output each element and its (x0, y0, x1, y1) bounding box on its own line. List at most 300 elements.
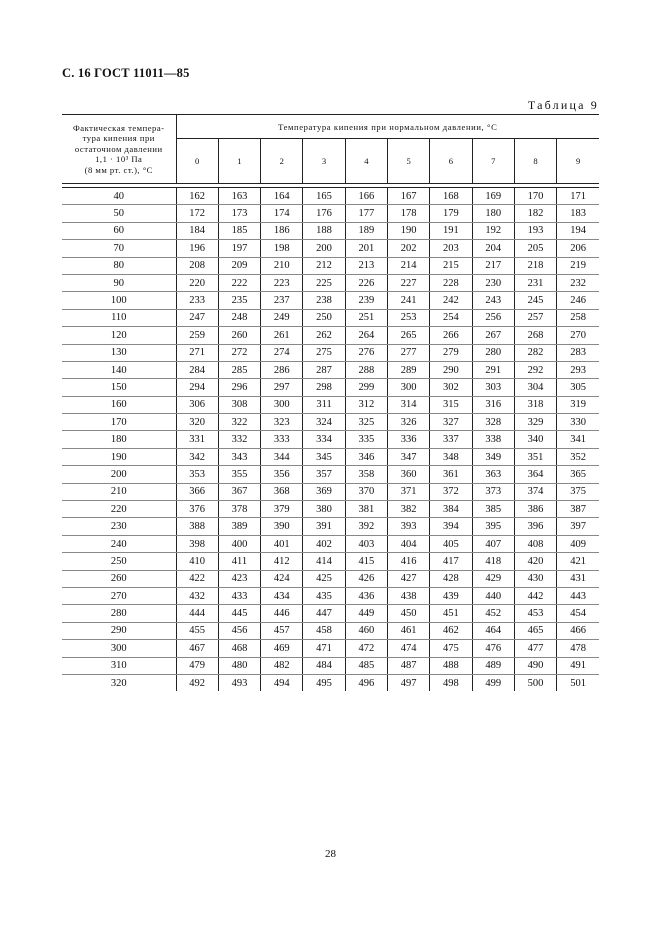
first-column-header-line: тура кипения при (82, 133, 155, 144)
table-cell: 426 (345, 570, 387, 587)
table-cell: 177 (345, 205, 387, 222)
table-cell: 370 (345, 483, 387, 500)
table-cell: 184 (176, 222, 218, 239)
table-cell: 329 (514, 414, 556, 431)
table-cell: 495 (303, 674, 345, 691)
table-cell: 344 (261, 448, 303, 465)
row-header-temperature: 40 (62, 188, 176, 205)
table-cell: 254 (430, 309, 472, 326)
table-cell: 410 (176, 553, 218, 570)
table-cell: 340 (514, 431, 556, 448)
table-cell: 461 (387, 622, 429, 639)
table-cell: 299 (345, 379, 387, 396)
column-header: 6 (430, 139, 472, 184)
table-cell: 323 (261, 414, 303, 431)
table-cell: 218 (514, 257, 556, 274)
table-cell: 228 (430, 274, 472, 291)
table-cell: 315 (430, 396, 472, 413)
table-row (62, 274, 599, 291)
table-cell: 497 (387, 674, 429, 691)
table-cell: 185 (218, 222, 260, 239)
table-cell: 223 (261, 274, 303, 291)
table-cell: 182 (514, 205, 556, 222)
table-cell: 238 (303, 292, 345, 309)
table-cell: 458 (303, 622, 345, 639)
table-cell: 443 (557, 587, 599, 604)
table-cell: 206 (557, 240, 599, 257)
table-cell: 331 (176, 431, 218, 448)
table-cell: 501 (570, 677, 586, 689)
table-cell: 300 (387, 379, 429, 396)
row-header-temperature: 110 (62, 309, 176, 326)
table-cell: 242 (430, 292, 472, 309)
row-header-temperature: 310 (62, 657, 176, 674)
table-cell: 312 (345, 396, 387, 413)
page-number: 28 (325, 848, 336, 860)
table-cell: 471 (303, 640, 345, 657)
table-cell: 196 (176, 240, 218, 257)
table-cell: 424 (261, 570, 303, 587)
table-cell: 452 (472, 605, 514, 622)
table-caption: Таблица 9 (527, 98, 599, 112)
table-cell: 250 (303, 309, 345, 326)
table-cell: 449 (345, 605, 387, 622)
table-cell: 275 (303, 344, 345, 361)
table-cell: 367 (218, 483, 260, 500)
table-cell: 465 (514, 622, 556, 639)
table-cell: 445 (218, 605, 260, 622)
table-cell: 447 (303, 605, 345, 622)
table-row (62, 570, 599, 587)
table-row (62, 188, 599, 205)
table-cell: 237 (261, 292, 303, 309)
table-body (62, 184, 599, 692)
row-header-temperature: 70 (62, 240, 176, 257)
table-cell: 164 (261, 188, 303, 205)
table-cell: 289 (387, 361, 429, 378)
table-cell: 408 (514, 535, 556, 552)
table-cell: 261 (261, 327, 303, 344)
table-cell: 431 (557, 570, 599, 587)
row-header-temperature: 290 (62, 622, 176, 639)
table-cell: 429 (472, 570, 514, 587)
table-cell: 288 (345, 361, 387, 378)
table-cell: 439 (430, 587, 472, 604)
table-cell: 337 (430, 431, 472, 448)
table-cell: 304 (514, 379, 556, 396)
normal-pressure-span-header: Температура кипения при нормальном давлении, °С (176, 115, 599, 139)
table-cell: 324 (303, 414, 345, 431)
table-cell: 420 (514, 553, 556, 570)
first-column-header-line: (8 мм рт. ст.), °С (84, 164, 153, 175)
table-cell: 372 (430, 483, 472, 500)
table-cell: 257 (514, 309, 556, 326)
table-row (62, 640, 599, 657)
table-cell: 374 (514, 483, 556, 500)
table-cell: 220 (176, 274, 218, 291)
table-cell: 393 (387, 518, 429, 535)
table-cell: 446 (261, 605, 303, 622)
table-cell: 205 (514, 240, 556, 257)
table-cell: 456 (218, 622, 260, 639)
table-cell: 191 (430, 222, 472, 239)
table-cell: 162 (176, 188, 218, 205)
table-cell: 190 (387, 222, 429, 239)
table-cell: 341 (557, 431, 599, 448)
table-row (62, 414, 599, 431)
table-row (62, 501, 599, 518)
table-cell: 179 (430, 205, 472, 222)
row-header-temperature: 320 (62, 674, 176, 691)
table-cell: 243 (472, 292, 514, 309)
row-header-temperature: 300 (62, 640, 176, 657)
table-cell: 274 (261, 344, 303, 361)
table-row (62, 518, 599, 535)
table-cell: 391 (303, 518, 345, 535)
table-cell: 264 (345, 327, 387, 344)
table-cell: 314 (387, 396, 429, 413)
table-cell: 303 (472, 379, 514, 396)
table-cell: 270 (557, 327, 599, 344)
column-header: 9 (575, 156, 581, 167)
first-column-header (62, 115, 176, 184)
table-cell: 469 (261, 640, 303, 657)
table-row (62, 466, 599, 483)
table-cell: 327 (430, 414, 472, 431)
table-cell: 421 (557, 553, 599, 570)
table-row (62, 327, 599, 344)
table-cell: 357 (303, 466, 345, 483)
table-cell: 232 (557, 274, 599, 291)
row-header-temperature: 220 (62, 501, 176, 518)
table-cell: 192 (472, 222, 514, 239)
table-cell: 450 (387, 605, 429, 622)
table-cell: 194 (557, 222, 599, 239)
table-row (62, 431, 599, 448)
table-cell: 346 (345, 448, 387, 465)
table-cell: 468 (218, 640, 260, 657)
table-cell: 438 (387, 587, 429, 604)
table-cell: 233 (176, 292, 218, 309)
table-cell: 276 (345, 344, 387, 361)
column-header: 1 (218, 139, 260, 184)
table-cell: 453 (514, 605, 556, 622)
table-cell: 271 (176, 344, 218, 361)
row-header-temperature: 180 (62, 431, 176, 448)
table-cell: 267 (472, 327, 514, 344)
table-row (62, 292, 599, 309)
table-cell: 279 (430, 344, 472, 361)
table-cell: 378 (218, 501, 260, 518)
table-cell: 338 (472, 431, 514, 448)
table-cell: 163 (218, 188, 260, 205)
row-header-temperature: 150 (62, 379, 176, 396)
table-cell: 180 (472, 205, 514, 222)
table-cell: 379 (261, 501, 303, 518)
table-cell: 384 (430, 501, 472, 518)
table-cell: 173 (218, 205, 260, 222)
table-cell: 351 (514, 448, 556, 465)
table-cell: 200 (303, 240, 345, 257)
table-cell: 230 (472, 274, 514, 291)
table-cell: 435 (303, 587, 345, 604)
table-cell: 355 (218, 466, 260, 483)
row-header-temperature: 230 (62, 518, 176, 535)
row-header-temperature: 250 (62, 553, 176, 570)
table-cell: 396 (514, 518, 556, 535)
table-cell: 464 (472, 622, 514, 639)
column-header: 2 (261, 139, 303, 184)
table-cell: 212 (303, 257, 345, 274)
table-cell: 411 (218, 553, 260, 570)
table-cell: 371 (387, 483, 429, 500)
table-cell: 213 (345, 257, 387, 274)
table-cell: 432 (176, 587, 218, 604)
first-column-header-line: остаточном давлении (74, 143, 163, 154)
table-cell: 491 (557, 657, 599, 674)
table-cell: 395 (472, 518, 514, 535)
table-cell: 342 (176, 448, 218, 465)
table-cell: 423 (218, 570, 260, 587)
table-cell: 400 (218, 535, 260, 552)
table-cell: 451 (430, 605, 472, 622)
table-row (62, 379, 599, 396)
table-cell: 188 (303, 222, 345, 239)
table-cell: 392 (345, 518, 387, 535)
table-row (62, 240, 599, 257)
table-cell: 208 (176, 257, 218, 274)
table-cell: 268 (514, 327, 556, 344)
table-cell: 388 (176, 518, 218, 535)
table-cell: 332 (218, 431, 260, 448)
table-cell: 477 (514, 640, 556, 657)
table-cell: 394 (430, 518, 472, 535)
table-cell: 265 (387, 327, 429, 344)
table-cell: 306 (176, 396, 218, 413)
table-cell: 417 (430, 553, 472, 570)
table-cell: 398 (176, 535, 218, 552)
table-cell: 169 (472, 188, 514, 205)
table-cell: 361 (430, 466, 472, 483)
table-cell: 318 (514, 396, 556, 413)
table-cell: 174 (261, 205, 303, 222)
table-cell: 166 (345, 188, 387, 205)
table-cell: 485 (345, 657, 387, 674)
table-row (62, 622, 599, 639)
table-cell: 380 (303, 501, 345, 518)
table-cell: 219 (557, 257, 599, 274)
row-header-temperature: 240 (62, 535, 176, 552)
table-cell: 409 (557, 535, 599, 552)
row-header-temperature: 200 (62, 466, 176, 483)
row-header-temperature: 50 (62, 205, 176, 222)
table-cell: 348 (430, 448, 472, 465)
table-cell: 291 (472, 361, 514, 378)
table-cell: 227 (387, 274, 429, 291)
table-cell: 455 (176, 622, 218, 639)
boiling-temperature-table-container (62, 114, 599, 691)
table-cell: 353 (176, 466, 218, 483)
table-cell: 193 (514, 222, 556, 239)
table-cell: 343 (218, 448, 260, 465)
row-header-temperature: 100 (62, 292, 176, 309)
table-cell: 286 (261, 361, 303, 378)
table-cell: 401 (261, 535, 303, 552)
table-cell: 214 (387, 257, 429, 274)
table-cell: 389 (218, 518, 260, 535)
table-cell: 201 (345, 240, 387, 257)
table-cell: 183 (557, 205, 599, 222)
table-cell: 170 (514, 188, 556, 205)
row-header-temperature: 190 (62, 448, 176, 465)
table-cell: 373 (472, 483, 514, 500)
table-cell: 454 (557, 605, 599, 622)
table-cell: 440 (472, 587, 514, 604)
table-row (62, 657, 599, 674)
table-cell: 231 (514, 274, 556, 291)
table-row (62, 483, 599, 500)
table-cell: 308 (218, 396, 260, 413)
row-header-temperature: 260 (62, 570, 176, 587)
table-cell: 382 (387, 501, 429, 518)
table-cell: 418 (472, 553, 514, 570)
table-cell: 467 (176, 640, 218, 657)
table-cell: 385 (472, 501, 514, 518)
table-cell: 364 (514, 466, 556, 483)
row-header-temperature: 280 (62, 605, 176, 622)
table-cell: 349 (472, 448, 514, 465)
table-cell: 311 (303, 396, 345, 413)
table-cell: 204 (472, 240, 514, 257)
table-cell: 414 (303, 553, 345, 570)
table-cell: 245 (514, 292, 556, 309)
row-header-temperature: 130 (62, 344, 176, 361)
row-header-temperature: 160 (62, 396, 176, 413)
table-cell: 178 (387, 205, 429, 222)
table-cell: 403 (345, 535, 387, 552)
table-row (62, 309, 599, 326)
table-cell: 297 (261, 379, 303, 396)
table-cell: 352 (557, 448, 599, 465)
table-cell: 167 (387, 188, 429, 205)
row-header-temperature: 120 (62, 327, 176, 344)
table-cell: 390 (261, 518, 303, 535)
table-cell: 472 (345, 640, 387, 657)
table-cell: 460 (345, 622, 387, 639)
table-cell: 484 (303, 657, 345, 674)
table-cell: 305 (557, 379, 599, 396)
table-cell: 376 (176, 501, 218, 518)
table-cell: 282 (514, 344, 556, 361)
table-cell: 369 (303, 483, 345, 500)
table-cell: 258 (557, 309, 599, 326)
table-cell: 442 (514, 587, 556, 604)
table-cell: 330 (557, 414, 599, 431)
table-cell: 302 (430, 379, 472, 396)
table-cell: 277 (387, 344, 429, 361)
table-row (62, 448, 599, 465)
table-cell: 262 (303, 327, 345, 344)
table-cell: 358 (345, 466, 387, 483)
table-cell: 404 (387, 535, 429, 552)
table-cell: 198 (261, 240, 303, 257)
table-row (62, 257, 599, 274)
table-row (62, 535, 599, 552)
table-cell: 462 (430, 622, 472, 639)
table-cell: 360 (387, 466, 429, 483)
table-cell: 280 (472, 344, 514, 361)
table-cell: 326 (387, 414, 429, 431)
table-cell: 345 (303, 448, 345, 465)
table-cell: 300 (261, 396, 303, 413)
table-cell: 259 (176, 327, 218, 344)
table-cell: 176 (303, 205, 345, 222)
table-cell: 186 (261, 222, 303, 239)
table-cell: 168 (430, 188, 472, 205)
table-cell: 363 (472, 466, 514, 483)
table-row (62, 587, 599, 604)
table-cell: 320 (176, 414, 218, 431)
row-header-temperature: 60 (62, 222, 176, 239)
table-cell: 488 (430, 657, 472, 674)
table-cell: 478 (557, 640, 599, 657)
table-cell: 296 (218, 379, 260, 396)
table-cell: 490 (514, 657, 556, 674)
table-cell: 434 (261, 587, 303, 604)
table-cell: 381 (345, 501, 387, 518)
table-cell: 492 (176, 674, 218, 691)
table-cell: 203 (430, 240, 472, 257)
table-row (62, 553, 599, 570)
table-cell: 425 (303, 570, 345, 587)
table-cell: 500 (514, 674, 556, 691)
column-header: 7 (472, 139, 514, 184)
table-cell: 256 (472, 309, 514, 326)
table-cell: 482 (261, 657, 303, 674)
table-cell: 397 (557, 518, 599, 535)
table-cell: 402 (303, 535, 345, 552)
page-header: С. 16 ГОСТ 11011—85 (62, 66, 190, 80)
table-cell: 209 (218, 257, 260, 274)
table-cell: 475 (430, 640, 472, 657)
table-cell: 498 (430, 674, 472, 691)
table-cell: 241 (387, 292, 429, 309)
table-cell: 493 (218, 674, 260, 691)
table-cell: 444 (176, 605, 218, 622)
table-row (62, 361, 599, 378)
table-row (62, 222, 599, 239)
table-cell: 287 (303, 361, 345, 378)
column-header: 0 (176, 139, 218, 184)
row-header-temperature: 270 (62, 587, 176, 604)
table-cell: 412 (261, 553, 303, 570)
table-cell: 293 (557, 361, 599, 378)
column-header: 5 (387, 139, 429, 184)
table-cell: 189 (345, 222, 387, 239)
table-cell: 247 (176, 309, 218, 326)
row-header-temperature: 170 (62, 414, 176, 431)
table-row (62, 344, 599, 361)
table-cell: 336 (387, 431, 429, 448)
table-cell: 272 (218, 344, 260, 361)
table-cell: 172 (176, 205, 218, 222)
table-cell: 222 (218, 274, 260, 291)
table-cell: 387 (557, 501, 599, 518)
row-header-temperature: 90 (62, 274, 176, 291)
table-row (62, 605, 599, 622)
table-cell: 283 (557, 344, 599, 361)
table-cell: 499 (472, 674, 514, 691)
